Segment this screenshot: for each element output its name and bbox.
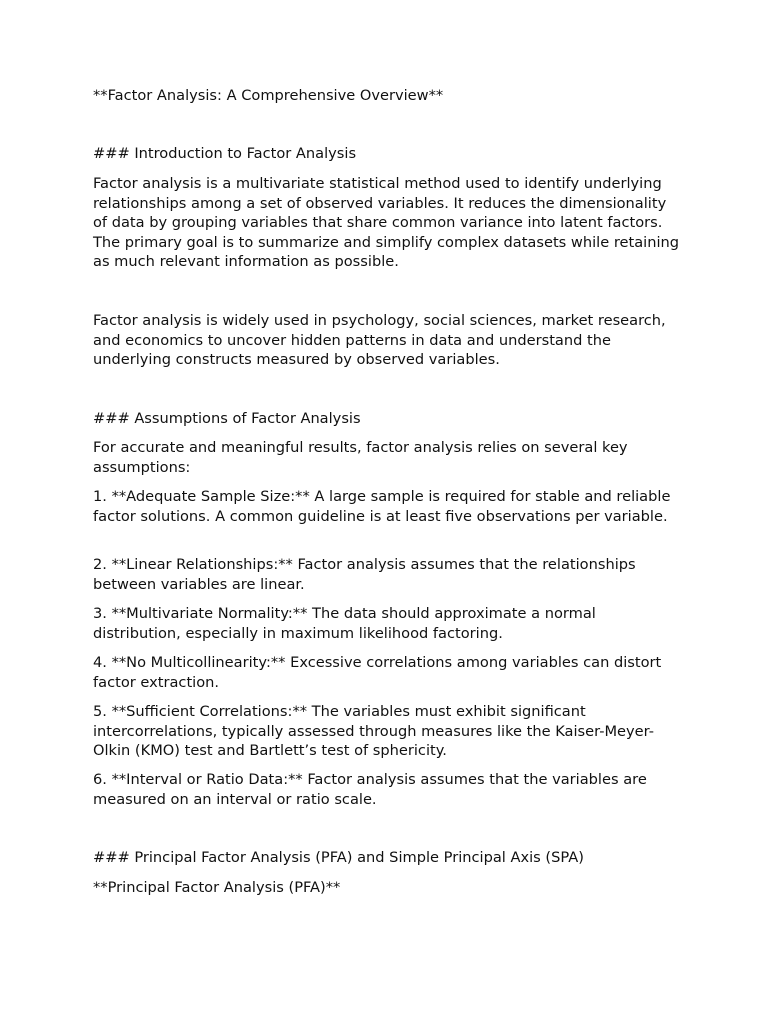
paragraph-introduction-1: Factor analysis is a multivariate statistical method used to identify underlying relationships among a set of observed variables. It reduces the dimensionality of data by grouping variables that share common variance into latent factors. The primary goal is to summarize and simplify complex datasets while retaining as much relevant information as possible. (93, 175, 680, 271)
section-heading-pfa-spa: ### Principal Factor Analysis (PFA) and Simple Principal Axis (SPA) (93, 849, 584, 866)
subheading-pfa: **Principal Factor Analysis (PFA)** (93, 879, 341, 896)
paragraph-introduction-2: Factor analysis is widely used in psychology, social sciences, market research, and economics to uncover hidden patterns in data and understand the underlying constructs measured by observed variables. (93, 312, 666, 369)
list-item-assumption-1: 1. **Adequate Sample Size:** A large sample is required for stable and reliable factor solutions. A common guideline is at least five observations per variable. (93, 488, 671, 525)
list-item-assumption-5: 5. **Sufficient Correlations:** The variables must exhibit significant intercorrelations, typically assessed through measures like the Kaiser-Meyer-Olkin (KMO) test and Bartlett’s test of sphericity. (93, 703, 654, 760)
list-item-assumption-6: 6. **Interval or Ratio Data:** Factor analysis assumes that the variables are measured on an interval or ratio scale. (93, 771, 647, 808)
section-heading-assumptions: ### Assumptions of Factor Analysis (93, 410, 361, 427)
document-title: **Factor Analysis: A Comprehensive Overview** (93, 87, 444, 104)
list-item-assumption-4: 4. **No Multicollinearity:** Excessive correlations among variables can distort factor extraction. (93, 654, 662, 691)
list-item-assumption-2: 2. **Linear Relationships:** Factor analysis assumes that the relationships between variables are linear. (93, 556, 636, 593)
section-heading-introduction: ### Introduction to Factor Analysis (93, 145, 357, 162)
list-item-assumption-3: 3. **Multivariate Normality:** The data should approximate a normal distribution, especially in maximum likelihood factoring. (93, 605, 596, 642)
paragraph-assumptions-intro: For accurate and meaningful results, factor analysis relies on several key assumptions: (93, 439, 628, 476)
